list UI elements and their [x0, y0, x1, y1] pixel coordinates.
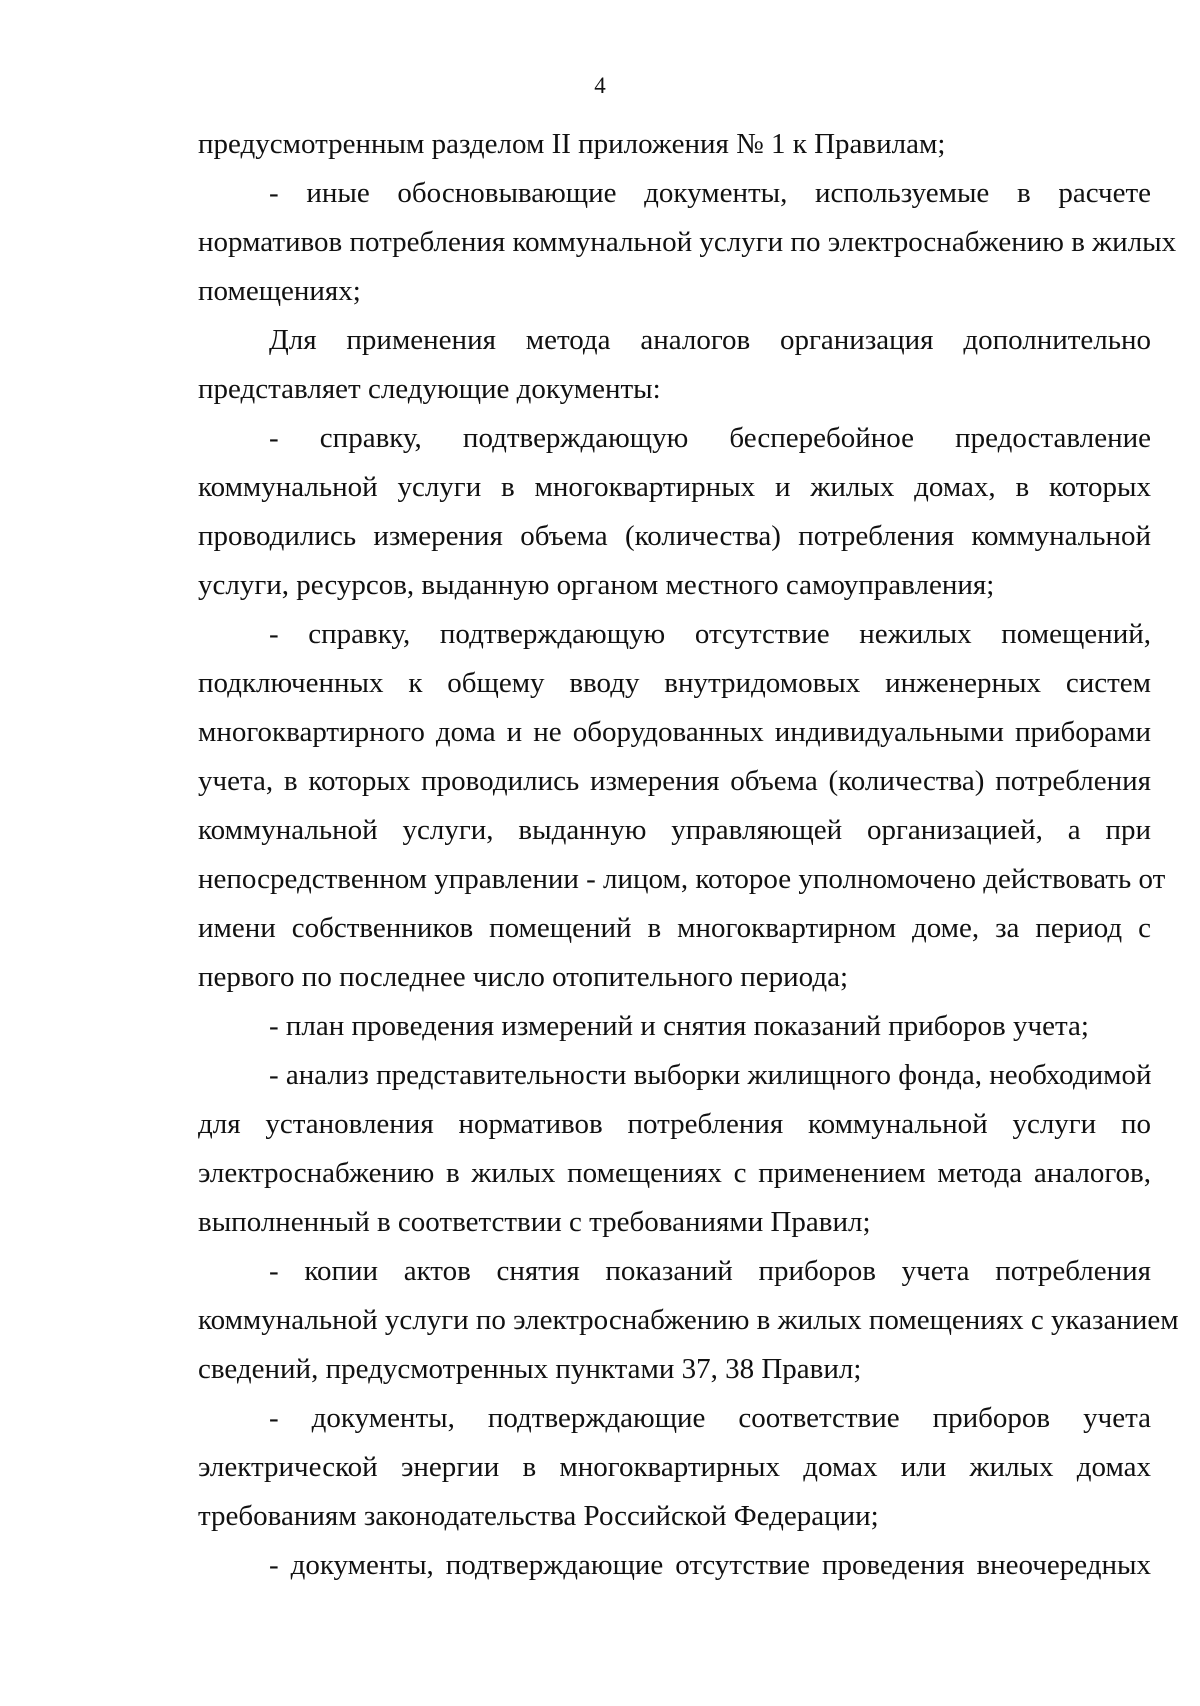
- paragraph-9: [198, 1394, 1151, 1541]
- text-line: помещениях;: [198, 275, 361, 307]
- paragraph-3: [198, 316, 1151, 414]
- paragraph-10: [198, 1541, 1151, 1590]
- text-line: - план проведения измерений и снятия показаний приборов учета;: [269, 1010, 1089, 1042]
- text-line: учета, в которых проводились измерения объема (количества) потребления: [198, 765, 1151, 797]
- text-line: Для применения метода аналогов организация дополнительно: [269, 324, 1151, 356]
- text-line: - документы, подтверждающие отсутствие проведения внеочередных: [269, 1549, 1151, 1581]
- text-line: электроснабжению в жилых помещениях с применением метода аналогов,: [198, 1157, 1151, 1189]
- text-line: имени собственников помещений в многоквартирном доме, за период с: [198, 912, 1151, 944]
- paragraph-1: [198, 120, 1151, 169]
- text-line: подключенных к общему вводу внутридомовых инженерных систем: [198, 667, 1151, 699]
- text-line: выполненный в соответствии с требованиями Правил;: [198, 1206, 871, 1238]
- text-line: многоквартирного дома и не оборудованных индивидуальными приборами: [198, 716, 1151, 748]
- text-line: для установления нормативов потребления коммунальной услуги по: [198, 1108, 1151, 1140]
- paragraph-7: [198, 1051, 1151, 1247]
- text-line: сведений, предусмотренных пунктами 37, 38 Правил;: [198, 1353, 862, 1385]
- text-line: коммунальной услуги по электроснабжению в жилых помещениях с указанием: [198, 1304, 1179, 1336]
- text-line: непосредственном управлении - лицом, которое уполномочено действовать от: [198, 863, 1166, 895]
- text-line: - справку, подтверждающую бесперебойное предоставление: [269, 422, 1151, 454]
- text-line: представляет следующие документы:: [198, 373, 661, 405]
- paragraph-6: [198, 1002, 1151, 1051]
- paragraph-8: [198, 1247, 1179, 1394]
- text-line: коммунальной услуги, выданную управляющей организацией, а при: [198, 814, 1151, 846]
- paragraph-5: [198, 610, 1166, 1002]
- paragraph-2: [198, 169, 1177, 316]
- text-line: - документы, подтверждающие соответствие приборов учета: [269, 1402, 1151, 1434]
- text-line: - иные обосновывающие документы, используемые в расчете: [269, 177, 1151, 209]
- text-line: - справку, подтверждающую отсутствие нежилых помещений,: [269, 618, 1151, 650]
- page-number: 4: [594, 73, 606, 98]
- document-body: [198, 120, 1179, 1590]
- text-line: - анализ представительности выборки жилищного фонда, необходимой: [269, 1059, 1152, 1091]
- text-line: электрической энергии в многоквартирных домах или жилых домах: [198, 1451, 1151, 1483]
- text-line: - копии актов снятия показаний приборов учета потребления: [269, 1255, 1151, 1287]
- text-line: нормативов потребления коммунальной услуги по электроснабжению в жилых: [198, 226, 1177, 258]
- text-line: проводились измерения объема (количества) потребления коммунальной: [198, 520, 1151, 552]
- text-line: услуги, ресурсов, выданную органом местного самоуправления;: [198, 569, 995, 601]
- text-line: предусмотренным разделом II приложения № 1 к Правилам;: [198, 128, 946, 160]
- text-line: первого по последнее число отопительного периода;: [198, 961, 849, 993]
- text-line: коммунальной услуги в многоквартирных и жилых домах, в которых: [198, 471, 1151, 503]
- paragraph-4: [198, 414, 1151, 610]
- text-line: требованиям законодательства Российской Федерации;: [198, 1500, 879, 1532]
